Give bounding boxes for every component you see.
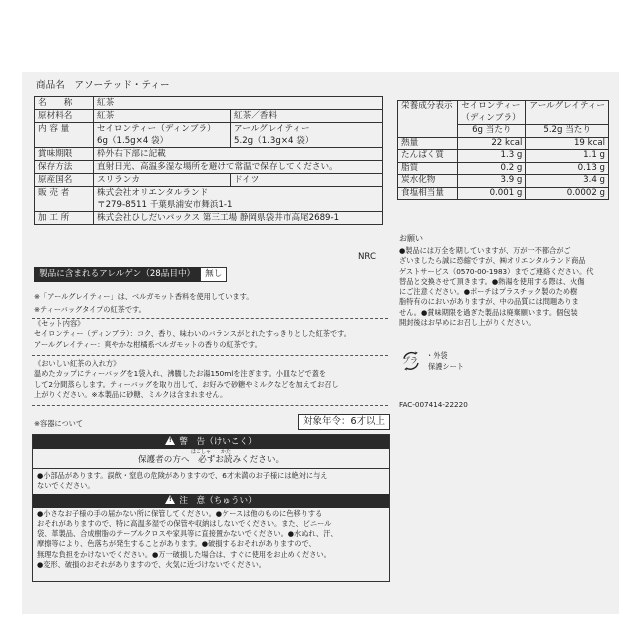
seller-line: 〒279-8511 千葉県浦安市舞浜1-1: [97, 200, 233, 210]
spec-label: 原材料名: [35, 110, 94, 123]
nutrition-row: [398, 137, 609, 150]
request-line: せん。●賞味期限を過ぎた製品は廃棄願います。個包装: [399, 307, 578, 317]
product-name-line: 商品名 アソーテッド・ティー: [36, 80, 170, 91]
allergen-block: [34, 267, 227, 282]
nutrition-row: [398, 175, 609, 188]
nutrition-row: [398, 150, 609, 163]
request-line: 脂特有のにおいがありますが、中の品質には問題ありま: [399, 297, 579, 307]
set-contents-box: [32, 318, 388, 356]
recycle-label: ・外袋: [426, 351, 448, 360]
spec-value: 紅茶: [94, 97, 383, 110]
caution-title-bar: [33, 494, 389, 508]
caution-line: 摩擦等により、色落ちが発生することがあります。●破損するおそれがありますので、: [37, 539, 316, 549]
recycle-label: 保護シート: [428, 362, 464, 371]
nutrient-value: 3.9 g: [458, 175, 526, 188]
pla-mark-text: プラ: [402, 356, 418, 365]
spec-label: 内 容 量: [35, 123, 94, 148]
request-block: [399, 246, 613, 328]
spec-row-storage: [35, 161, 383, 174]
spec-label: 名 称: [35, 97, 94, 110]
nutrition-header: [458, 101, 526, 125]
nutrition-row: [398, 187, 609, 200]
warning-line: ないでください。: [37, 481, 95, 491]
nutrient-name: 炭水化物: [398, 175, 458, 188]
nutrient-name: 脂質: [398, 162, 458, 175]
nutrient-name: 熱量: [398, 137, 458, 150]
request-line: ざいましたら誠に恐縮ですが、㈱オリエンタルランド商品: [399, 256, 586, 266]
nutrition-header-row: [398, 101, 609, 125]
brewing-line: 上がりください。※本製品に砂糖、ミルクは含まれません。: [34, 389, 228, 399]
spec-label: 保存方法: [35, 161, 94, 174]
set-contents-line: セイロンティー（ディンブラ）：コク、香り、味わいのバランスがとれたすっきりとした紅茶です。: [34, 329, 351, 339]
note-line: ※「アールグレイティー」は、ベルガモット香料を使用しています。: [34, 292, 254, 301]
caution-line: おそれがありますので、特に高温多湿での保管や収納はしないでください。また、ビニール: [37, 518, 332, 528]
request-line: にご注意ください。●ポーチはプラスチック製のため樹: [399, 287, 578, 297]
set-contents-heading: 《セット内容》: [34, 319, 85, 328]
caution-line: ●小さなお子様の手の届かない所に保管してください。●ケースは他のものに色移りする: [37, 508, 323, 518]
nutrition-per: 6g 当たり: [458, 125, 526, 138]
request-line: ゲストサービス（0570-00-1983）までご連絡ください。代: [399, 266, 594, 276]
content-line: 6g（1.5g×4 袋）: [97, 136, 169, 146]
spec-value: [231, 123, 383, 148]
brewing-line: して2分間蒸らします。ティーバッグを取り出して、お好みで砂糖やミルクなどを加えてお召し: [34, 379, 339, 389]
request-heading: お願い: [399, 234, 423, 243]
seller-line: 株式会社オリエンタルランド: [97, 188, 209, 198]
nutrient-value: 3.4 g: [526, 175, 609, 188]
caution-triangle-icon: [165, 495, 175, 504]
brewing-box: [32, 359, 388, 406]
brewing-heading: 《おいしい紅茶の入れ方》: [34, 359, 121, 368]
age-target-box: 対象年令：6才以上: [298, 414, 390, 430]
nutrition-header: アールグレイティー: [526, 101, 609, 125]
guardian-notice: 保護者の方へ 必ずお読みください。: [137, 455, 285, 465]
request-line: ●製品には万全を期していますが、万が一不都合がご: [399, 246, 571, 255]
nutrition-header-line: （ディンブラ）: [461, 112, 521, 123]
allergen-value: 無し: [200, 267, 227, 282]
spec-value: 紅茶: [94, 110, 231, 123]
warning-line: ●小部品があります。誤飲・窒息の危険がありますので、6才未満のお子様には絶対に与え: [37, 471, 328, 480]
request-line: 替品と交換させて頂きます。●熱湯を使用する際は、火傷: [399, 276, 585, 286]
container-note: ※容器について: [34, 419, 84, 428]
warning-box: [32, 434, 390, 582]
nutrient-value: 0.001 g: [458, 187, 526, 200]
nrc-mark: NRC: [358, 252, 376, 262]
product-code: FAC-007414-22220: [399, 400, 468, 409]
nutrition-header: 栄養成分表示: [398, 101, 458, 138]
brewing-line: 温めたカップにティーバッグを1袋入れ、沸騰したお湯150mlを注ぎます。小皿などで蓋を: [34, 369, 327, 379]
spec-label: 加 工 所: [35, 212, 94, 225]
caution-line: 無理な負担をかけないでください。●万一破損した場合は、すぐに使用をお止めください。: [37, 549, 331, 559]
warning-triangle-icon: [165, 436, 175, 445]
nutrient-name: たんぱく質: [398, 150, 458, 163]
content-line: アールグレイティー: [234, 124, 310, 134]
spec-value: ドイツ: [231, 174, 383, 187]
package-label-sheet: [22, 72, 619, 614]
spec-value: 枠外右下部に記載: [94, 148, 383, 161]
spec-value: 紅茶／香料: [231, 110, 383, 123]
nutrient-value: 0.0002 g: [526, 187, 609, 200]
spec-row-content: [35, 123, 383, 148]
spec-value: [94, 123, 231, 148]
nutrition-row: [398, 162, 609, 175]
request-line: 開封後はお早めにお召し上がりください。: [399, 318, 536, 328]
nutrient-value: 1.1 g: [526, 150, 609, 163]
nutrient-name: 食塩相当量: [398, 187, 458, 200]
caution-title: 注 意（ちゅうい）: [179, 495, 257, 506]
warning-title: 警 告（けいこく）: [179, 437, 257, 447]
nutrition-per: 5.2g 当たり: [526, 125, 609, 138]
caution-line: 袋、革製品、合成樹脂のテーブルクロスや家具等に直接置かないでください。●水ぬれ、汗、: [37, 529, 338, 539]
spec-row-processor: [35, 212, 383, 225]
warning-title-bar: [33, 435, 389, 449]
spec-value: [94, 187, 383, 212]
spec-row-expiry: [35, 148, 383, 161]
nutrition-header-line: セイロンティー: [461, 101, 521, 111]
spec-row-seller: [35, 187, 383, 212]
spec-label: 原産国名: [35, 174, 94, 187]
spec-label: 販 売 者: [35, 187, 94, 212]
set-contents-line: アールグレイティー：爽やかな柑橘系ベルガモットの香りの紅茶です。: [34, 339, 262, 349]
spec-table: [34, 96, 383, 225]
spec-value: スリランカ: [94, 174, 231, 187]
spec-value: 直射日光、高温多湿な場所を避けて常温で保存してください。: [94, 161, 383, 174]
spec-row-origin: [35, 174, 383, 187]
pla-recycle-icon: [400, 350, 422, 372]
caution-line: ●変形、破損のおそれがありますので、火気に近づけないでください。: [37, 560, 266, 570]
nutrient-value: 0.2 g: [458, 162, 526, 175]
content-line: 5.2g（1.3g×4 袋）: [234, 136, 314, 146]
content-line: セイロンティー（ディンブラ）: [97, 124, 216, 134]
allergen-label: 製品に含まれるアレルゲン（28品目中）: [34, 267, 200, 282]
nutrient-value: 22 kcal: [458, 137, 526, 150]
nutrient-value: 0.13 g: [526, 162, 609, 175]
spec-value: 株式会社ひしだいパックス 第三工場 静岡県袋井市高尾2689-1: [94, 212, 383, 225]
nutrition-table: [397, 100, 609, 200]
nutrient-value: 19 kcal: [526, 137, 609, 150]
guardian-ruby: ほごしゃ かた: [190, 449, 231, 455]
note-line: ※ティーバッグタイプの紅茶です。: [34, 305, 146, 314]
spec-row-name: [35, 97, 383, 110]
spec-label: 賞味期限: [35, 148, 94, 161]
spec-row-ingredients: [35, 110, 383, 123]
nutrient-value: 1.3 g: [458, 150, 526, 163]
